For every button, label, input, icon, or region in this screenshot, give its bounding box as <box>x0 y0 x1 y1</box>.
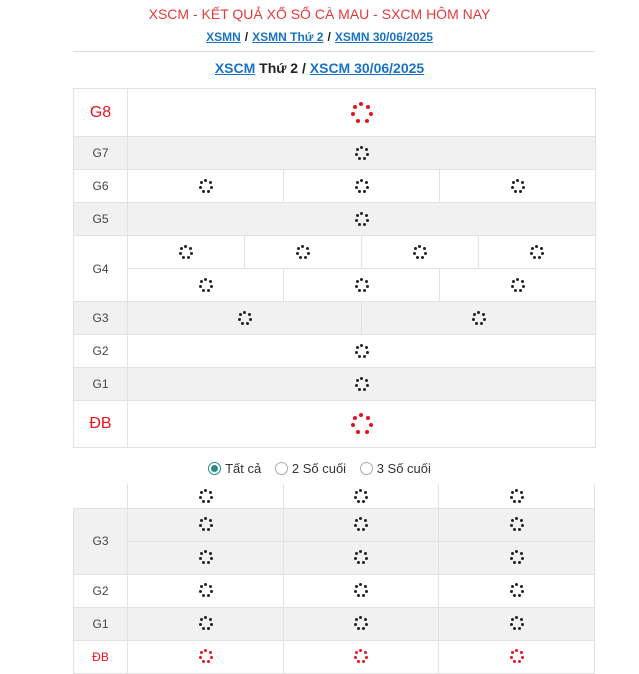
loading-spinner-icon <box>510 616 524 630</box>
loading-spinner-icon <box>238 311 252 325</box>
results-table <box>73 88 596 448</box>
tail-row-g2 <box>74 574 595 607</box>
result-cell <box>128 508 284 541</box>
prize-row-g5 <box>74 203 596 236</box>
tail-row <box>74 484 595 508</box>
page-title: XSCM - KẾT QUẢ XỔ SỐ CÀ MAU - SXCM HÔM NAY <box>148 6 491 22</box>
loading-spinner-icon <box>199 616 213 630</box>
result-cell <box>128 574 284 607</box>
loading-spinner-icon <box>199 179 213 193</box>
breadcrumb-separator: / <box>244 30 249 44</box>
loading-spinner-icon <box>354 489 368 503</box>
breadcrumb-link-xsmn-thu2[interactable]: XSMN Thứ 2 <box>252 30 324 44</box>
result-cell <box>128 335 596 368</box>
result-cell <box>440 269 596 302</box>
filter-option-2-digits[interactable] <box>275 461 346 476</box>
digit-filter <box>0 461 639 476</box>
result-cell <box>128 484 284 508</box>
result-cell <box>128 607 284 640</box>
breadcrumb-link-xsmn[interactable]: XSMN <box>206 30 241 44</box>
result-cell <box>128 236 245 269</box>
filter-label-3-digits: 3 Số cuối <box>376 461 431 476</box>
result-cell <box>128 302 362 335</box>
result-cell <box>284 640 439 673</box>
result-cell <box>284 170 440 203</box>
loading-spinner-icon <box>354 649 368 663</box>
result-cell <box>479 236 596 269</box>
prize-row-g2 <box>74 335 596 368</box>
loading-spinner-icon <box>199 489 213 503</box>
loading-spinner-icon <box>199 550 213 564</box>
loading-spinner-icon <box>510 583 524 597</box>
prize-label-g2: G2 <box>74 335 128 368</box>
loading-spinner-icon <box>199 278 213 292</box>
radio-checked-icon[interactable] <box>208 462 221 475</box>
loading-spinner-icon <box>351 102 373 124</box>
result-cell <box>284 574 439 607</box>
result-cell <box>284 269 440 302</box>
tail-label-g2: G2 <box>74 574 128 607</box>
result-cell <box>128 137 596 170</box>
result-cell <box>284 508 439 541</box>
prize-label-g1: G1 <box>74 368 128 401</box>
loading-spinner-icon <box>296 245 310 259</box>
result-cell <box>128 203 596 236</box>
loading-spinner-icon <box>472 311 486 325</box>
radio-unchecked-icon[interactable] <box>360 462 373 475</box>
loading-spinner-icon <box>179 245 193 259</box>
loading-spinner-icon <box>510 550 524 564</box>
prize-label-db: ĐB <box>74 401 128 448</box>
tail-label-db: ĐB <box>74 640 128 673</box>
prize-label-g4: G4 <box>74 236 128 302</box>
breadcrumb-link-xsmn-date[interactable]: XSMN 30/06/2025 <box>334 30 433 44</box>
result-cell <box>128 89 596 137</box>
loading-spinner-icon <box>351 413 373 435</box>
loading-spinner-icon <box>354 517 368 531</box>
tail-row-g1 <box>74 607 595 640</box>
loading-spinner-icon <box>355 377 369 391</box>
prize-row-g4b <box>74 269 596 302</box>
breadcrumb <box>0 30 639 44</box>
filter-option-all[interactable] <box>208 461 261 476</box>
prize-label-g8: G8 <box>74 89 128 137</box>
result-cell <box>128 170 284 203</box>
radio-unchecked-icon[interactable] <box>275 462 288 475</box>
result-cell <box>439 640 595 673</box>
prize-row-g6 <box>74 170 596 203</box>
tail-label-g3: G3 <box>74 508 128 574</box>
result-cell <box>440 170 596 203</box>
prize-label-g7: G7 <box>74 137 128 170</box>
prize-label-g6: G6 <box>74 170 128 203</box>
prize-row-db <box>74 401 596 448</box>
tail-row-db <box>74 640 595 673</box>
loading-spinner-icon <box>510 649 524 663</box>
result-cell <box>128 368 596 401</box>
loading-spinner-icon <box>511 179 525 193</box>
result-cell <box>128 541 284 574</box>
prize-row-g8 <box>74 89 596 137</box>
prize-row-g1 <box>74 368 596 401</box>
divider <box>73 51 594 52</box>
tail-table <box>73 484 595 674</box>
result-cell <box>362 236 479 269</box>
tail-row-g3b <box>74 541 595 574</box>
prize-row-g4 <box>74 236 596 269</box>
loading-spinner-icon <box>355 146 369 160</box>
tail-row-g3 <box>74 508 595 541</box>
loading-spinner-icon <box>354 550 368 564</box>
result-cell <box>362 302 596 335</box>
loading-spinner-icon <box>413 245 427 259</box>
result-cell <box>245 236 362 269</box>
loading-spinner-icon <box>355 278 369 292</box>
prize-row-g7 <box>74 137 596 170</box>
prize-label-g5: G5 <box>74 203 128 236</box>
heading-day: Thứ 2 <box>259 60 299 76</box>
prize-label-g3: G3 <box>74 302 128 335</box>
result-cell <box>284 607 439 640</box>
breadcrumb-separator: / <box>327 30 331 44</box>
loading-spinner-icon <box>199 583 213 597</box>
loading-spinner-icon <box>510 517 524 531</box>
result-cell <box>439 541 595 574</box>
loading-spinner-icon <box>355 344 369 358</box>
heading-link-xscm-date[interactable]: XSCM 30/06/2025 <box>309 60 425 76</box>
heading-separator: / <box>301 60 306 76</box>
loading-spinner-icon <box>510 489 524 503</box>
tail-label-g1: G1 <box>74 607 128 640</box>
result-cell <box>439 574 595 607</box>
loading-spinner-icon <box>199 649 213 663</box>
heading-link-xscm[interactable]: XSCM <box>214 60 256 76</box>
loading-spinner-icon <box>355 212 369 226</box>
result-cell <box>128 269 284 302</box>
loading-spinner-icon <box>199 517 213 531</box>
result-cell <box>439 484 595 508</box>
loading-spinner-icon <box>511 278 525 292</box>
loading-spinner-icon <box>354 616 368 630</box>
tail-label-empty <box>74 484 128 508</box>
loading-spinner-icon <box>354 583 368 597</box>
filter-label-2-digits: 2 Số cuối <box>291 461 347 476</box>
filter-option-3-digits[interactable] <box>360 461 431 476</box>
result-cell <box>439 607 595 640</box>
prize-row-g3 <box>74 302 596 335</box>
result-cell <box>128 640 284 673</box>
result-heading <box>0 60 639 76</box>
result-cell <box>284 484 439 508</box>
result-cell <box>439 508 595 541</box>
filter-label-all: Tất cả <box>225 461 262 476</box>
loading-spinner-icon <box>530 245 544 259</box>
result-cell <box>128 401 596 448</box>
loading-spinner-icon <box>355 179 369 193</box>
result-cell <box>284 541 439 574</box>
